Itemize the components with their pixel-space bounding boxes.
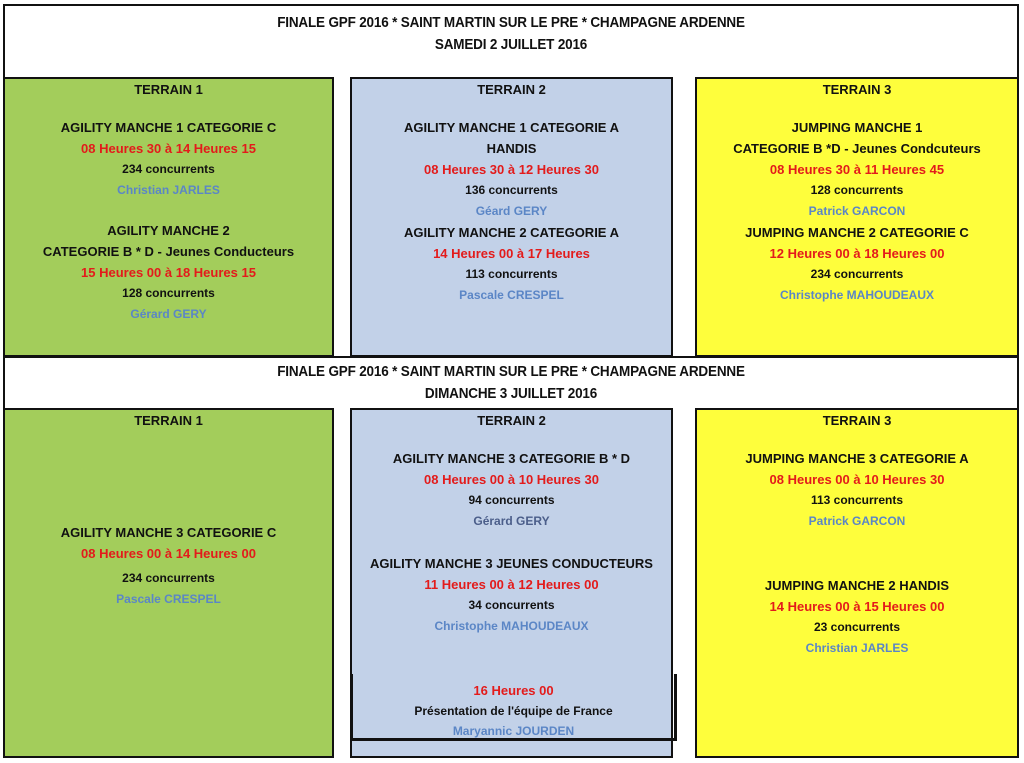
day1-terrain-2 xyxy=(350,77,673,357)
event-count: 113 concurrents xyxy=(465,267,558,281)
event-block xyxy=(352,448,671,532)
event-judge: Christophe MAHOUDEAUX xyxy=(434,619,589,633)
presentation-box xyxy=(350,674,677,741)
event-title: AGILITY MANCHE 3 CATEGORIE B * D xyxy=(392,451,631,466)
day1-terrain-3 xyxy=(695,77,1019,357)
event-title: CATEGORIE B * D - Jeunes Conducteurs xyxy=(42,244,295,259)
event-time: 12 Heures 00 à 18 Heures 00 xyxy=(769,246,945,261)
event-judge: Christian JARLES xyxy=(805,641,909,655)
day1-header xyxy=(3,4,1019,77)
event-judge: Christian JARLES xyxy=(117,183,220,197)
day2-terrain-3 xyxy=(695,408,1019,758)
event-time: 15 Heures 00 à 18 Heures 15 xyxy=(81,265,256,280)
event-title: JUMPING MANCHE 2 CATEGORIE C xyxy=(745,225,969,240)
terrain-label: TERRAIN 1 xyxy=(134,413,203,428)
event-count: 128 concurrents xyxy=(810,183,904,197)
presentation-text: Présentation de l'équipe de France xyxy=(414,704,613,718)
event-block xyxy=(697,575,1017,659)
event-block xyxy=(352,222,671,306)
event-judge: Patrick GARCON xyxy=(808,204,906,218)
event-time: 08 Heures 00 à 10 Heures 30 xyxy=(424,472,599,487)
event-title: AGILITY MANCHE 1 CATEGORIE A xyxy=(404,120,619,135)
event-title: JUMPING MANCHE 2 HANDIS xyxy=(764,578,950,593)
event-judge: Christophe MAHOUDEAUX xyxy=(779,288,934,302)
event-time: 14 Heures 00 à 17 Heures xyxy=(433,246,590,261)
event-time: 08 Heures 00 à 10 Heures 30 xyxy=(769,472,945,487)
presentation-time: 16 Heures 00 xyxy=(473,683,554,698)
day2-header xyxy=(3,356,1019,408)
event-block xyxy=(697,117,1017,222)
event-time: 14 Heures 00 à 15 Heures 00 xyxy=(769,599,945,614)
event-judge: Pascale CRESPEL xyxy=(459,288,564,302)
event-title: AGILITY MANCHE 1 CATEGORIE C xyxy=(60,120,277,135)
event-time: 08 Heures 00 à 14 Heures 00 xyxy=(81,546,256,561)
event-count: 234 concurrents xyxy=(810,267,904,281)
terrain-label: TERRAIN 3 xyxy=(822,82,892,97)
event-title: HANDIS xyxy=(486,141,537,156)
event-judge: Patrick GARCON xyxy=(808,514,906,528)
terrain-label: TERRAIN 3 xyxy=(822,413,892,428)
event-judge: Géard GERY xyxy=(475,204,548,218)
event-time: 08 Heures 30 à 12 Heures 30 xyxy=(424,162,599,177)
event-count: 128 concurrents xyxy=(122,286,215,300)
terrain-label: TERRAIN 2 xyxy=(477,413,546,428)
event-title: JUMPING MANCHE 1 xyxy=(791,120,923,135)
event-count: 34 concurrents xyxy=(468,598,555,612)
event-block xyxy=(5,117,332,201)
event-title: AGILITY MANCHE 2 xyxy=(107,223,230,238)
event-title: CATEGORIE B *D - Jeunes Condcuteurs xyxy=(733,141,981,156)
day1-date: SAMEDI 2 JUILLET 2016 xyxy=(434,36,588,53)
event-judge: Gérard GERY xyxy=(130,307,207,321)
terrain-label: TERRAIN 2 xyxy=(477,82,546,97)
event-time: 08 Heures 30 à 14 Heures 15 xyxy=(81,141,256,156)
event-block xyxy=(352,553,671,637)
terrain-label: TERRAIN 1 xyxy=(134,82,203,97)
event-title: AGILITY MANCHE 3 CATEGORIE C xyxy=(60,525,277,540)
event-count: 23 concurrents xyxy=(813,620,901,634)
event-judge: Pascale CRESPEL xyxy=(116,592,221,606)
event-count: 234 concurrents xyxy=(122,571,215,585)
presentation-person: Maryannic JOURDEN xyxy=(452,724,575,738)
day2-event-title: FINALE GPF 2016 * SAINT MARTIN SUR LE PRE * CHAMPAGNE ARDENNE xyxy=(277,363,745,380)
event-block xyxy=(5,522,332,610)
day2-terrain-1 xyxy=(3,408,334,758)
event-block xyxy=(697,222,1017,306)
event-title: AGILITY MANCHE 2 CATEGORIE A xyxy=(404,225,619,240)
day1-terrain-1 xyxy=(3,77,334,357)
event-time: 11 Heures 00 à 12 Heures 00 xyxy=(424,577,599,592)
event-count: 94 concurrents xyxy=(468,493,555,507)
event-count: 136 concurrents xyxy=(465,183,558,197)
event-count: 113 concurrents xyxy=(810,493,904,507)
event-title: JUMPING MANCHE 3 CATEGORIE A xyxy=(745,451,969,466)
event-title: AGILITY MANCHE 3 JEUNES CONDUCTEURS xyxy=(370,556,653,571)
event-block xyxy=(697,448,1017,532)
event-count: 234 concurrents xyxy=(122,162,215,176)
event-time: 08 Heures 30 à 11 Heures 45 xyxy=(769,162,945,177)
day1-event-title: FINALE GPF 2016 * SAINT MARTIN SUR LE PRE * CHAMPAGNE ARDENNE xyxy=(277,14,745,31)
event-judge: Gérard GERY xyxy=(473,514,550,528)
event-block xyxy=(352,117,671,222)
day2-date: DIMANCHE 3 JUILLET 2016 xyxy=(424,385,598,402)
day2-terrain-2 xyxy=(350,408,673,758)
event-block xyxy=(5,220,332,325)
